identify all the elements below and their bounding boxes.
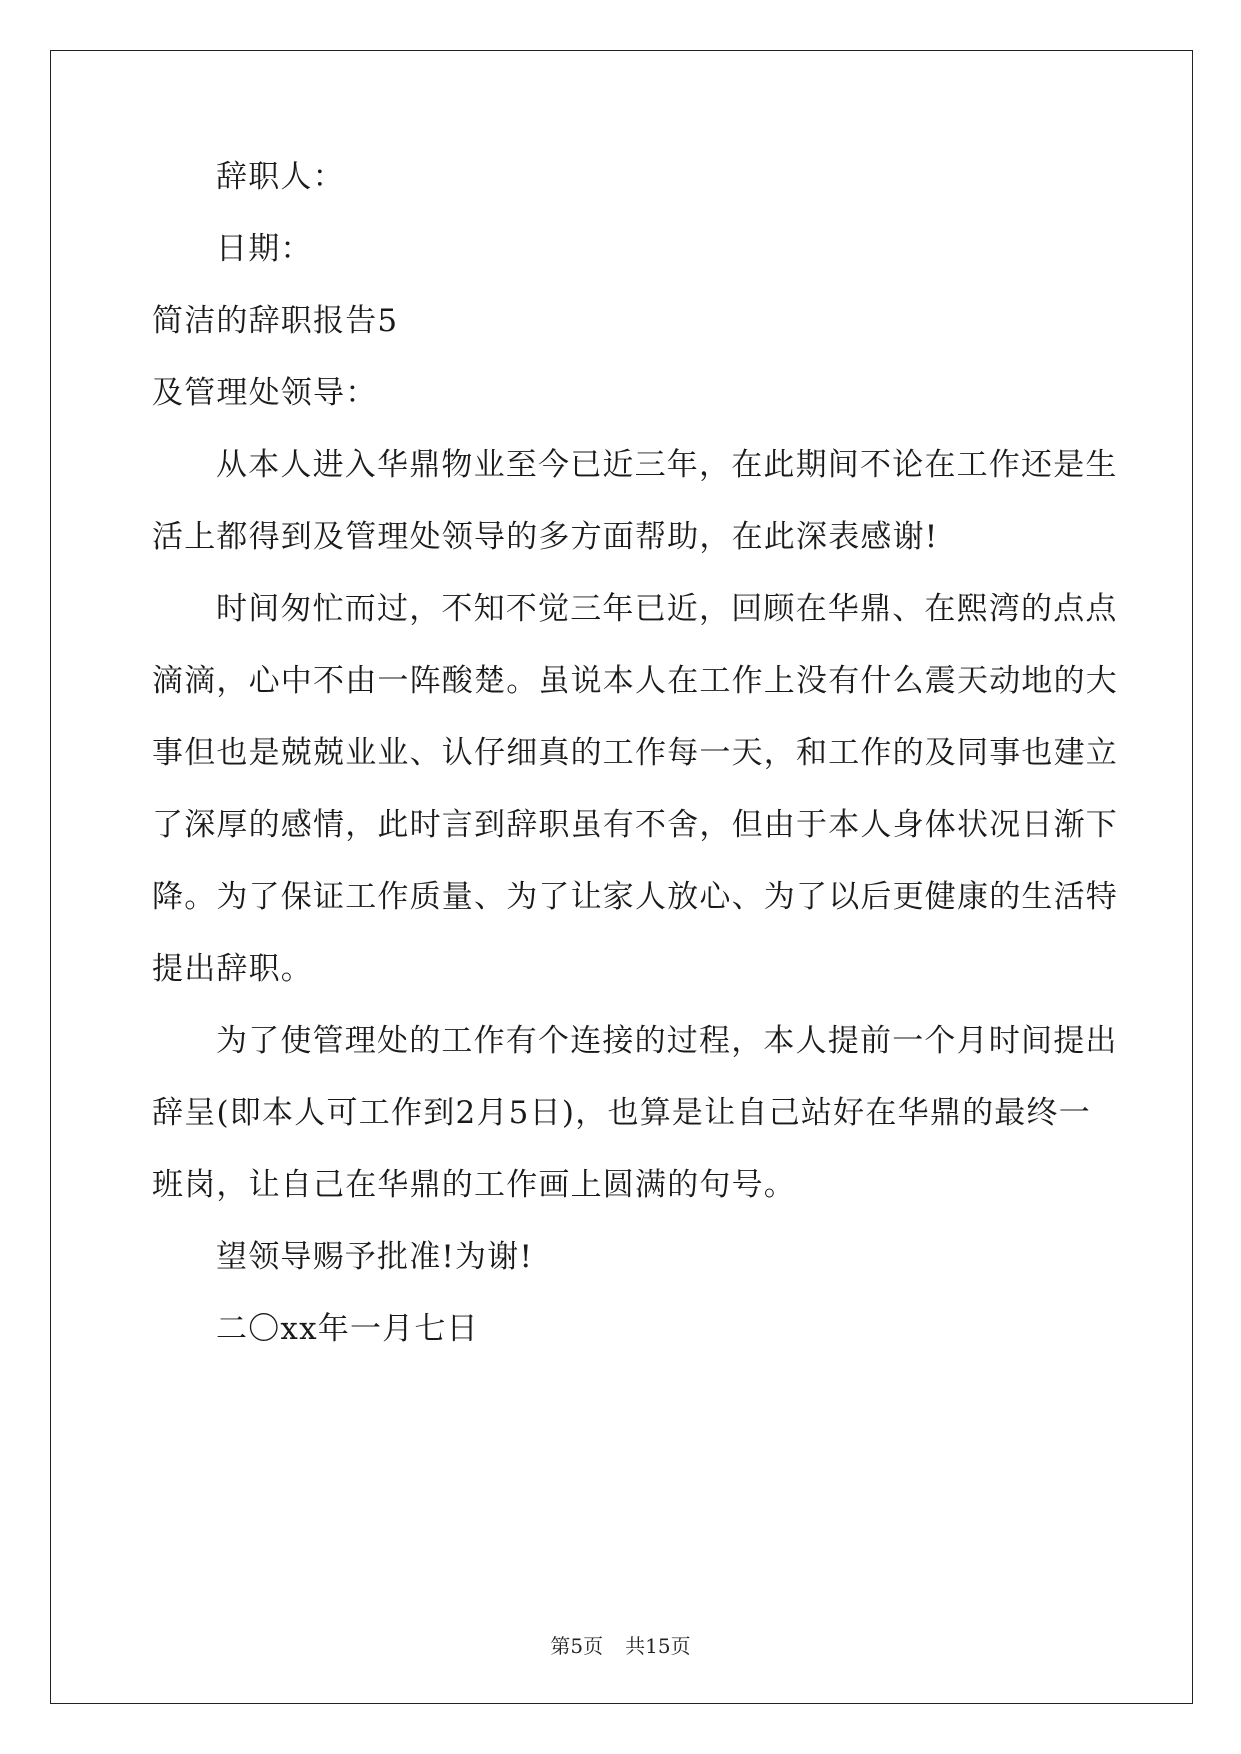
resigner-line: 辞职人：: [216, 159, 345, 195]
total-page-count: 共15页: [625, 1634, 691, 1658]
closing-request: 望领导赐予批准!为谢!: [216, 1239, 534, 1275]
paragraph-3-line-1: 为了使管理处的工作有个连接的过程，本人提前一个月时间提出: [216, 1023, 1118, 1059]
paragraph-1-line-1: 从本人进入华鼎物业至今已近三年，在此期间不论在工作还是生: [216, 447, 1118, 483]
paragraph-1-line-2: 活上都得到及管理处领导的多方面帮助，在此深表感谢!: [152, 519, 939, 555]
paragraph-2-line-4: 了深厚的感情，此时言到辞职虽有不舍，但由于本人身体状况日渐下: [152, 807, 1118, 843]
page-footer: [0, 1633, 1241, 1659]
current-page-number: 第5页: [550, 1634, 604, 1658]
paragraph-3-line-3: 班岗，让自己在华鼎的工作画上圆满的句号。: [152, 1167, 796, 1203]
paragraph-2-line-6: 提出辞职。: [152, 951, 313, 987]
salutation: 及管理处领导：: [152, 375, 378, 411]
paragraph-2-line-3: 事但也是兢兢业业、认仔细真的工作每一天，和工作的及同事也建立: [152, 735, 1118, 771]
paragraph-2-line-1: 时间匆忙而过，不知不觉三年已近，回顾在华鼎、在熙湾的点点: [216, 591, 1118, 627]
paragraph-2-line-2: 滴滴，心中不由一阵酸楚。虽说本人在工作上没有什么震天动地的大: [152, 663, 1118, 699]
paragraph-3-line-2: 辞呈(即本人可工作到2月5日)，也算是让自己站好在华鼎的最终一: [152, 1095, 1091, 1131]
section-title: 简洁的辞职报告5: [152, 303, 399, 339]
closing-date: 二〇xx年一月七日: [216, 1311, 479, 1347]
date-line: 日期：: [216, 231, 313, 267]
paragraph-2-line-5: 降。为了保证工作质量、为了让家人放心、为了以后更健康的生活特: [152, 879, 1118, 915]
